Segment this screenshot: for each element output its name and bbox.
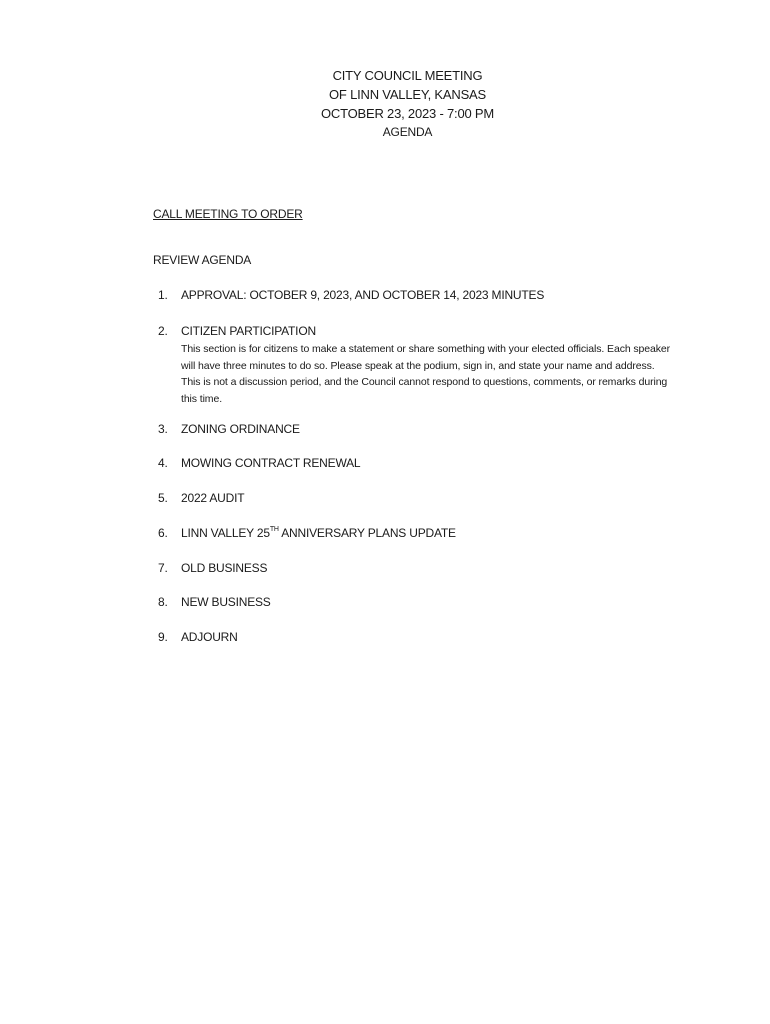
header-line-date: OCTOBER 23, 2023 - 7:00 PM [320,106,495,121]
item-number: 7. [158,561,168,575]
item-number: 1. [158,288,168,302]
header-line-council: CITY COUNCIL MEETING [332,68,483,83]
item-label: OLD BUSINESS [181,561,268,575]
item-number: 8. [158,595,168,609]
item-label [181,525,456,541]
item-label: 2022 AUDIT [181,491,245,505]
item-label: ZONING ORDINANCE [181,422,300,436]
item-description: This section is for citizens to make a statement or share something with your elected officials. Each speaker will have three minutes to do so. Please speak at the podium, sign in, and state your name and address. This is not a discussion period, and the Council cannot respond to questions, comments, or remarks during this time. [181,343,671,405]
item-number: 3. [158,422,168,436]
item-number: 4. [158,456,168,470]
item-label: APPROVAL: OCTOBER 9, 2023, AND OCTOBER 14, 2023 MINUTES [181,288,545,302]
review-agenda: REVIEW AGENDA [153,253,252,267]
header-line-city: OF LINN VALLEY, KANSAS [329,87,486,102]
item-label: CITIZEN PARTICIPATION [181,324,316,338]
ordinal-suffix: TH [269,526,279,533]
item-label: ADJOURN [181,630,238,644]
call-meeting-to-order: CALL MEETING TO ORDER [153,207,303,221]
item-number: 2. [158,324,168,338]
header-line-agenda: AGENDA [382,125,433,139]
document-header [0,66,770,142]
item-label: NEW BUSINESS [181,595,271,609]
item-label-rest: ANNIVERSARY PLANS UPDATE [278,526,456,540]
item-number: 9. [158,630,168,644]
item-label: MOWING CONTRACT RENEWAL [181,456,361,470]
item-label-main: LINN VALLEY 25 [181,526,270,540]
item-number: 6. [158,526,168,540]
item-number: 5. [158,491,168,505]
